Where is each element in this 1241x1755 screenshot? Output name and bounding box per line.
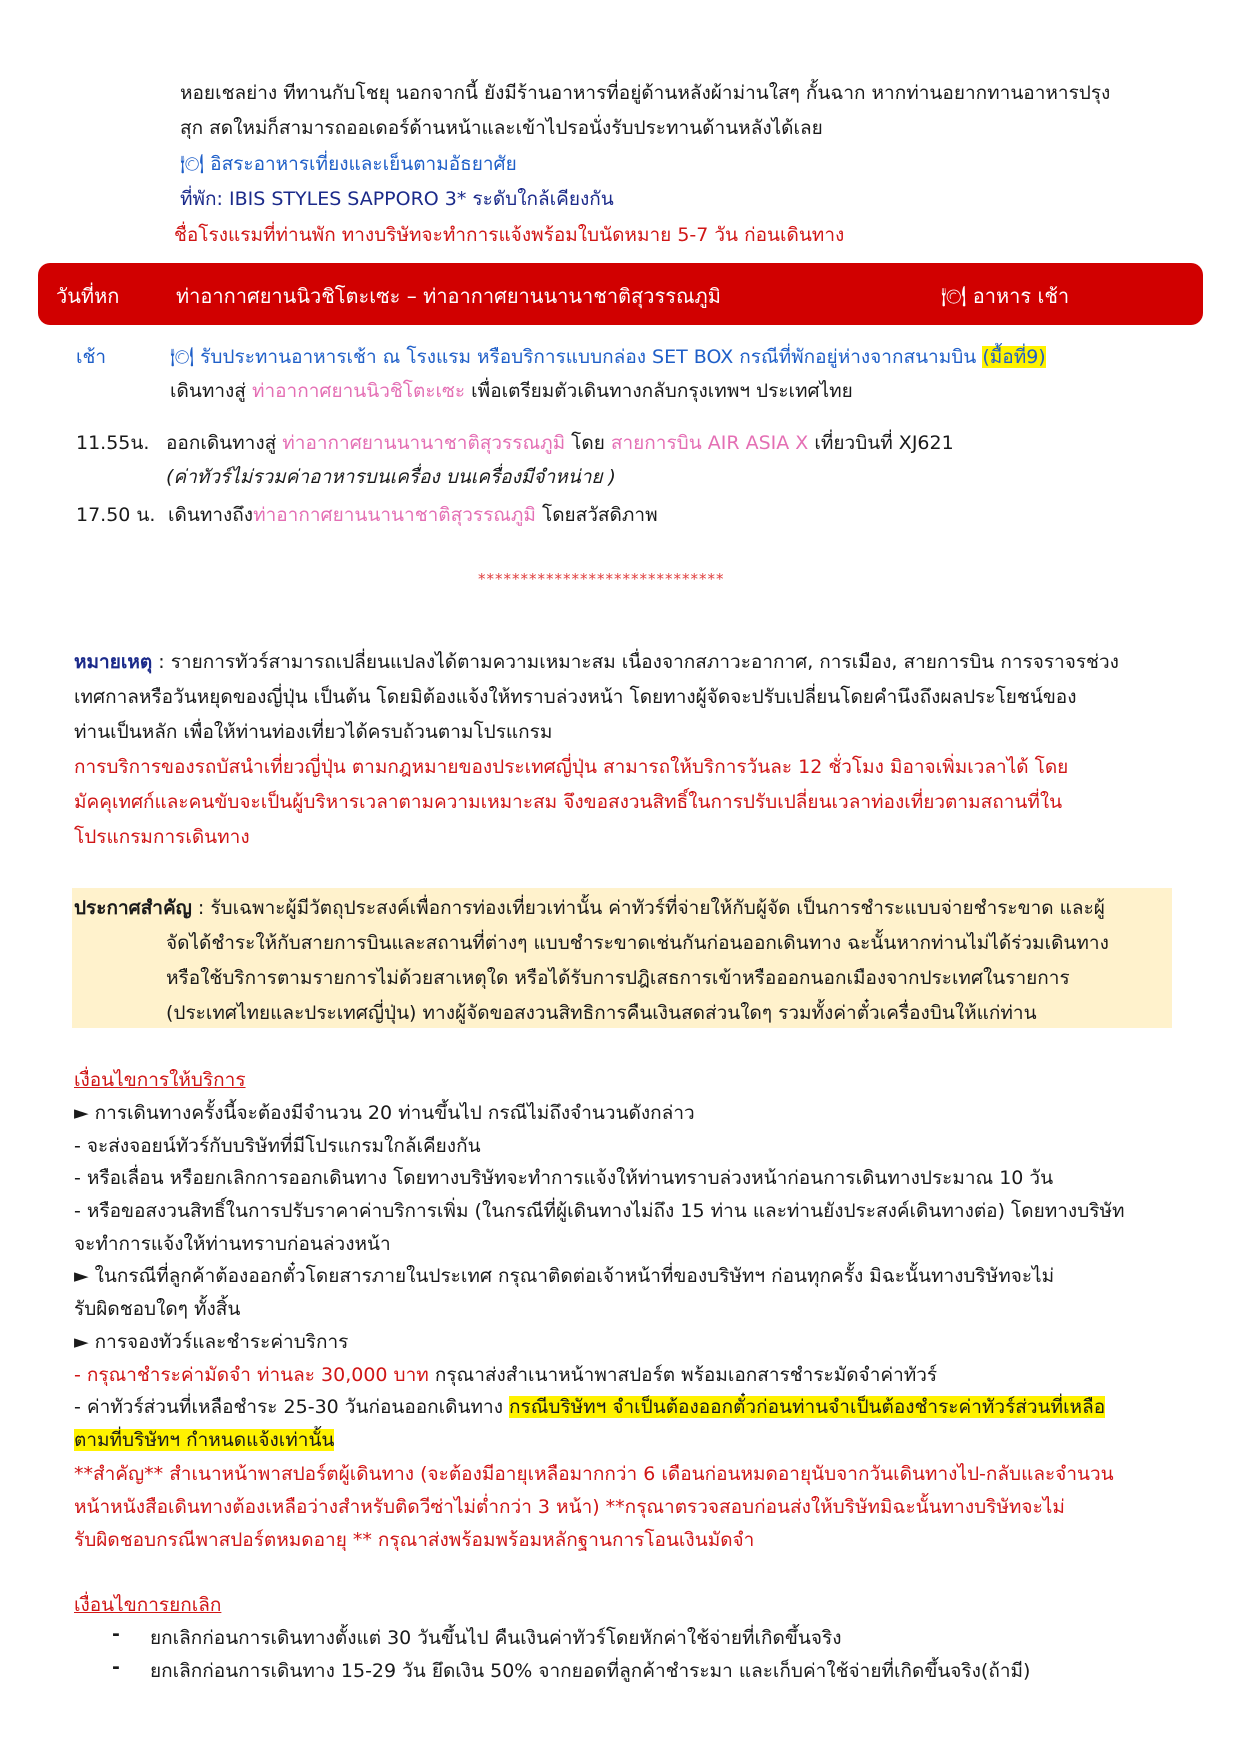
hotel-line: ที่พัก: IBIS STYLES SAPPORO 3* ระดับใกล้เคียงกัน: [180, 188, 614, 210]
day-route: ท่าอากาศยานนิวชิโตะเซะ – ท่าอากาศยานนานาชาติสุวรรณภูมิ: [176, 284, 721, 308]
passport-note-3: รับผิดชอบกรณีพาสปอร์ตหมดอายุ ** กรุณาส่งพร้อมพร้อมหลักฐานการโอนเงินมัดจำ: [74, 1529, 755, 1551]
meal-number: (มื้อที่9): [982, 346, 1046, 368]
morning-line-1: [170, 342, 1046, 372]
t2-c: โดยสวัสดิภาพ: [535, 504, 658, 526]
passport-note-2: หน้าหนังสือเดินทางต้องเหลือว่างสำหรับติดวีซ่าไม่ต่ำกว่า 3 หน้า) **กรุณาตรวจสอบก่อนส่งให้บริษัทมิฉะนั้นทางบริษัทจะไม่: [74, 1496, 1065, 1518]
service-line-6: ► ในกรณีที่ลูกค้าต้องออกตั๋วโดยสารภายในประเทศ กรุณาติดต่อเจ้าหน้าที่ของบริษัทฯ ก่อนทุกครั้ง มิฉะนั้นทางบริษัทจะไม่: [74, 1265, 1055, 1287]
service-conditions-title: เงื่อนไขการให้บริการ: [74, 1069, 246, 1091]
service-line-1: ► การเดินทางครั้งนี้จะต้องมีจำนวน 20 ท่านขึ้นไป กรณีไม่ถึงจำนวนดังกล่าว: [74, 1102, 695, 1124]
t2-a: เดินทางถึง: [168, 504, 254, 526]
bus-rule-3: โปรแกรมการเดินทาง: [74, 826, 250, 848]
notice-line-3: หรือใช้บริการตามรายการไม่ด้วยสาเหตุใด หรือได้รับการปฎิเสธการเข้าหรือออกนอกเมืองจากประเทศในรายการ: [166, 967, 1070, 989]
cancel-item-2: ยกเลิกก่อนการเดินทาง 15-29 วัน ยึดเงิน 50% จากยอดที่ลูกค้าชำระมา และเก็บค่าใช้จ่ายที่เกิดขึ้นจริง(ถ้ามี): [150, 1660, 1031, 1682]
remark-text-1: : รายการทัวร์สามารถเปลี่ยนแปลงได้ตามความเหมาะสม เนื่องจากสภาวะอากาศ, การเมือง, สายการบิน การจราจรช่วง: [152, 651, 1119, 673]
new-chitose-airport: ท่าอากาศยานนิวชิโตะเซะ: [251, 380, 466, 402]
notice-label: ประกาศสำคัญ: [74, 897, 192, 919]
morning-2a: เดินทางสู่: [170, 380, 252, 402]
cancel-conditions-title: เงื่อนไขการยกเลิก: [74, 1594, 222, 1616]
service-line-3: - หรือเลื่อน หรือยกเลิกการออกเดินทาง โดยทางบริษัทจะทำการแจ้งให้ท่านทราบล่วงหน้าก่อนการเดินทางประมาณ 10 วัน: [74, 1167, 1054, 1189]
cancel-bullet-1: -: [112, 1623, 120, 1645]
balance-highlight: กรณีบริษัทฯ จำเป็นต้องออกตั๋วก่อนท่านจำเป็นต้องชำระค่าทัวร์ส่วนที่เหลือ: [509, 1396, 1106, 1418]
service-line-2: - จะส่งจอยน์ทัวร์กับบริษัทที่มีโปรแกรมใกล้เคียงกัน: [74, 1135, 481, 1157]
star-divider: *****************************: [478, 570, 725, 588]
deposit-docs: กรุณาส่งสำเนาหน้าพาสปอร์ต พร้อมเอกสารชำระมัดจำค่าทัวร์: [428, 1364, 938, 1386]
cancel-item-1: ยกเลิกก่อนการเดินทางตั้งแต่ 30 วันขึ้นไป คืนเงินค่าทัวร์โดยหักค่าใช้จ่ายที่เกิดขึ้นจริง: [150, 1627, 842, 1649]
day-header-bar: [38, 263, 1203, 325]
intro-line-1: หอยเชลย่าง ทีทานกับโชยุ นอกจากนี้ ยังมีร้านอาหารที่อยู่ด้านหลังผ้าม่านใสๆ กั้นฉาก หากท่านอยากทานอาหารปรุง: [180, 82, 1111, 104]
notice-line-4: (ประเทศไทยและประเทศญี่ปุ่น) ทางผู้จัดขอสงวนสิทธิการคืนเงินสดส่วนใดๆ รวมทั้งค่าตั๋วเครื่องบินให้แก่ท่าน: [166, 1002, 1037, 1024]
time-1155: 11.55น.: [76, 432, 150, 454]
morning-line-2: [170, 376, 853, 406]
morning-text: 🍽 รับประทานอาหารเช้า ณ โรงแรม หรือบริการแบบกล่อง SET BOX กรณีที่พักอยู่ห่างจากสนามบิน: [170, 346, 977, 368]
time-1750: 17.50 น.: [76, 504, 156, 526]
arrival-airport: ท่าอากาศยานนานาชาติสุวรรณภูมิ: [253, 504, 536, 526]
service-line-7: รับผิดชอบใดๆ ทั้งสิ้น: [74, 1298, 241, 1320]
suvarnabhumi-airport: ท่าอากาศยานนานาชาติสุวรรณภูมิ: [282, 432, 566, 454]
meal-on-board-note: (ค่าทัวร์ไม่รวมค่าอาหารบนเครื่อง บนเครื่องมีจำหน่าย ): [166, 466, 616, 488]
service-line-8: ► การจองทัวร์และชำระค่าบริการ: [74, 1331, 349, 1353]
t1-c: โดย: [565, 432, 611, 454]
arrival-line: [168, 500, 658, 530]
hotel-note: ชื่อโรงแรมที่ท่านพัก ทางบริษัทจะทำการแจ้งพร้อมใบนัดหมาย 5-7 วัน ก่อนเดินทาง: [174, 224, 845, 246]
service-line-5: จะทำการแจ้งให้ท่านทราบก่อนล่วงหน้า: [74, 1233, 391, 1255]
morning-label: เช้า: [76, 346, 107, 368]
bus-rule-2: มัคคุเทศก์และคนขับจะเป็นผู้บริหารเวลาตามความเหมาะสม จึงขอสงวนสิทธิ์ในการปรับเปลี่ยนเวลาท่องเที่ยวตามสถานที่ใน: [74, 791, 1063, 813]
service-line-11: [74, 1425, 334, 1455]
airline-name: สายการบิน AIR ASIA X: [610, 432, 809, 454]
deposit-amount: - กรุณาชำระค่ามัดจำ ท่านละ 30,000 บาท: [74, 1364, 429, 1386]
notice-line-2: จัดได้ชำระให้กับสายการบินและสถานที่ต่างๆ แบบชำระขาดเช่นกันก่อนออกเดินทาง ฉะนั้นหากท่านไม่ได้ร่วมเดินทาง: [166, 932, 1109, 954]
balance-highlight-2: ตามที่บริษัทฯ กำหนดแจ้งเท่านั้น: [74, 1429, 335, 1451]
service-line-9: [74, 1360, 937, 1390]
service-line-4: - หรือขอสงวนสิทธิ์ในการปรับราคาค่าบริการเพิ่ม (ในกรณีที่ผู้เดินทางไม่ถึง 15 ท่าน และท่านยังประสงค์เดินทางต่อ) โดยทางบริษัท: [74, 1200, 1125, 1222]
notice-line-1: [74, 893, 1105, 923]
remark-line-1: [74, 647, 1119, 677]
cancel-bullet-2: -: [112, 1656, 120, 1678]
intro-line-2: สุก สดใหม่ก็สามารถออเดอร์ด้านหน้าและเข้าไปรอนั่งรับประทานด้านหลังได้เลย: [180, 117, 823, 139]
service-line-10: [74, 1392, 1105, 1422]
day-label: วันที่หก: [56, 284, 120, 308]
notice-text-1: : รับเฉพาะผู้มีวัตถุประสงค์เพื่อการท่องเที่ยวเท่านั้น ค่าทัวร์ที่จ่ายให้กับผู้จัด เป็นการชำระแบบจ่ายชำระขาด และผู้: [191, 897, 1105, 919]
bus-rule-1: การบริการของรถบัสนำเที่ยวญี่ปุ่น ตามกฎหมายของประเทศญี่ปุ่น สามารถให้บริการวันละ 12 ชั่วโมง มิอาจเพิ่มเวลาได้ โดย: [74, 756, 1069, 778]
remark-line-3: ท่านเป็นหลัก เพื่อให้ท่านท่องเที่ยวได้ครบถ้วนตามโปรแกรม: [74, 721, 553, 743]
t1-a: ออกเดินทางสู่: [166, 432, 283, 454]
meal-note: 🍽 อิสระอาหารเที่ยงและเย็นตามอัธยาศัย: [180, 153, 517, 175]
flight-line: [166, 428, 954, 458]
flight-number: เที่ยวบินที่ XJ621: [808, 432, 954, 454]
remark-label: หมายเหตุ: [74, 651, 153, 673]
balance-payment: - ค่าทัวร์ส่วนที่เหลือชำระ 25-30 วันก่อนออกเดินทาง: [74, 1396, 510, 1418]
passport-note-1: **สำคัญ** สำเนาหน้าพาสปอร์ตผู้เดินทาง (จะต้องมีอายุเหลือมากกว่า 6 เดือนก่อนหมดอายุนับจากวันเดินทางไป-กลับและจำนวน: [74, 1463, 1114, 1485]
day-meal: 🍽 อาหาร เช้า: [941, 284, 1070, 308]
remark-line-2: เทศกาลหรือวันหยุดของญี่ปุ่น เป็นต้น โดยมิต้องแจ้งให้ทราบล่วงหน้า โดยทางผู้จัดจะปรับเปลี่ยนโดยคำนึงถึงผลประโยชน์ของ: [74, 686, 1077, 708]
morning-2c: เพื่อเตรียมตัวเดินทางกลับกรุงเทพฯ ประเทศไทย: [465, 380, 853, 402]
